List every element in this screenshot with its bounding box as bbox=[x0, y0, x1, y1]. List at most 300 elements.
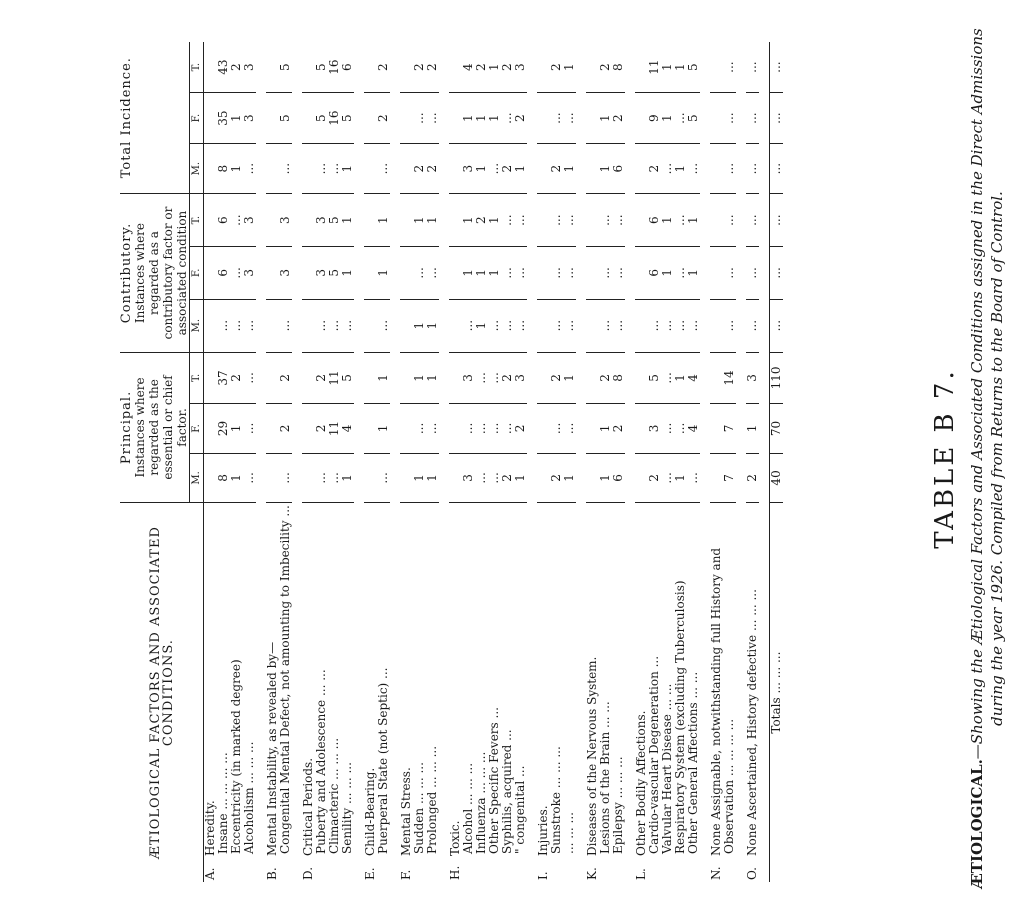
totals-row bbox=[770, 42, 784, 882]
value-cell: ... bbox=[723, 144, 736, 194]
row-label bbox=[612, 503, 625, 882]
label-text: Puberty and Adolescence ... ... bbox=[314, 669, 328, 854]
value-cell: 3 bbox=[315, 194, 328, 247]
value-cell: 2 bbox=[612, 93, 625, 144]
label-text: Senility ... ... ... bbox=[340, 762, 354, 854]
value-cell bbox=[204, 453, 218, 502]
value-cell: ... bbox=[550, 194, 563, 247]
row-label bbox=[687, 503, 700, 882]
label-text: None Assignable, notwithstanding full History and bbox=[709, 547, 723, 856]
table-row bbox=[612, 42, 625, 882]
value-cell: ... bbox=[426, 247, 439, 300]
value-cell: 4 bbox=[687, 352, 700, 404]
value-cell: 14 bbox=[723, 352, 736, 404]
label-text: Lesions of the Brain ... ... bbox=[598, 701, 612, 854]
value-cell: 8 bbox=[612, 352, 625, 404]
value-cell: 8 bbox=[612, 42, 625, 93]
label-text: Eccentricity (in marked degree) bbox=[229, 659, 243, 854]
value-cell: 1 bbox=[426, 352, 439, 404]
value-cell: ... bbox=[377, 453, 390, 502]
value-cell: ... bbox=[612, 194, 625, 247]
value-cell: ... bbox=[488, 299, 501, 352]
value-cell: ... bbox=[746, 93, 759, 144]
label-text: Other General Affections ... ... bbox=[686, 671, 700, 854]
table-row bbox=[341, 42, 354, 882]
value-cell: ... bbox=[413, 93, 426, 144]
value-cell: 1 bbox=[230, 144, 243, 194]
value-cell: ... bbox=[315, 144, 328, 194]
value-cell: 35 bbox=[217, 93, 230, 144]
label-text: " congenital ... bbox=[513, 765, 527, 854]
value-cell: 2 bbox=[599, 352, 612, 404]
value-cell: 1 bbox=[599, 144, 612, 194]
spacer-row bbox=[390, 42, 400, 882]
value-cell: 2 bbox=[279, 352, 292, 404]
section-letter: I. bbox=[536, 871, 550, 880]
table-row bbox=[746, 42, 759, 882]
value-cell: ... bbox=[230, 247, 243, 300]
row-label bbox=[770, 503, 784, 882]
value-cell: 1 bbox=[475, 299, 488, 352]
value-cell: ... bbox=[475, 404, 488, 453]
value-cell: 4 bbox=[462, 42, 475, 93]
value-cell: 3 bbox=[462, 352, 475, 404]
value-cell: 2 bbox=[514, 93, 527, 144]
value-cell: 1 bbox=[661, 42, 674, 93]
aetiological-table bbox=[120, 42, 783, 882]
value-cell: ... bbox=[612, 299, 625, 352]
row-label bbox=[563, 503, 576, 882]
section-letter: K. bbox=[585, 867, 599, 880]
value-cell: ... bbox=[723, 194, 736, 247]
value-cell: ... bbox=[243, 299, 256, 352]
value-cell: ... bbox=[746, 42, 759, 93]
value-cell: 2 bbox=[746, 453, 759, 502]
value-cell: 2 bbox=[475, 42, 488, 93]
table-body bbox=[204, 42, 784, 882]
value-cell: 1 bbox=[475, 247, 488, 300]
value-cell: 1 bbox=[563, 144, 576, 194]
value-cell: 40 bbox=[770, 453, 784, 502]
value-cell: 1 bbox=[599, 93, 612, 144]
value-cell: ... bbox=[413, 404, 426, 453]
value-cell: 11 bbox=[648, 42, 661, 93]
value-cell: ... bbox=[746, 194, 759, 247]
value-cell: ... bbox=[243, 404, 256, 453]
value-cell: 37 bbox=[217, 352, 230, 404]
value-cell: 1 bbox=[687, 247, 700, 300]
value-cell: 6 bbox=[341, 42, 354, 93]
value-cell: 2 bbox=[315, 352, 328, 404]
value-cell: ... bbox=[723, 93, 736, 144]
value-cell: 5 bbox=[687, 42, 700, 93]
value-cell: 2 bbox=[550, 42, 563, 93]
label-text: Valvular Heart Disease ... ... bbox=[660, 683, 674, 854]
value-cell: ... bbox=[661, 352, 674, 404]
value-cell: ... bbox=[674, 247, 687, 300]
value-cell: 1 bbox=[341, 453, 354, 502]
row-label bbox=[243, 503, 256, 882]
contributory-header bbox=[120, 194, 190, 352]
value-cell: 1 bbox=[426, 194, 439, 247]
table-row bbox=[687, 42, 700, 882]
value-cell: ... bbox=[426, 404, 439, 453]
value-cell: 2 bbox=[550, 352, 563, 404]
value-cell: 3 bbox=[279, 247, 292, 300]
value-cell: 2 bbox=[501, 42, 514, 93]
value-cell: 6 bbox=[648, 247, 661, 300]
table-subtitle-2: during the year 1926. Compiled from Returns to the Board of Control. bbox=[988, 191, 1006, 726]
value-cell: ... bbox=[550, 247, 563, 300]
total-m: M. bbox=[190, 144, 204, 194]
value-cell: 1 bbox=[230, 93, 243, 144]
value-cell: 2 bbox=[377, 93, 390, 144]
table-row bbox=[723, 42, 736, 882]
value-cell: ... bbox=[315, 453, 328, 502]
principal-m: M. bbox=[190, 453, 204, 502]
value-cell: 1 bbox=[674, 453, 687, 502]
value-cell: ... bbox=[488, 352, 501, 404]
value-cell: 9 bbox=[648, 93, 661, 144]
value-cell: ... bbox=[279, 453, 292, 502]
value-cell: 2 bbox=[501, 453, 514, 502]
row-label bbox=[377, 503, 390, 882]
value-cell: 16 bbox=[328, 42, 341, 93]
value-cell: 2 bbox=[501, 352, 514, 404]
value-cell: 1 bbox=[341, 144, 354, 194]
spacer-cell bbox=[439, 42, 449, 882]
value-cell: ... bbox=[770, 93, 784, 144]
value-cell: 5 bbox=[328, 247, 341, 300]
table-title: TABLE B 7. bbox=[930, 368, 960, 549]
value-cell: 2 bbox=[230, 42, 243, 93]
value-cell: ... bbox=[746, 299, 759, 352]
value-cell: ... bbox=[599, 299, 612, 352]
value-cell: 2 bbox=[426, 42, 439, 93]
label-text: Sudden ... ... ... bbox=[412, 762, 426, 854]
value-cell: ... bbox=[687, 453, 700, 502]
value-cell: ... bbox=[501, 194, 514, 247]
value-cell: 5 bbox=[341, 352, 354, 404]
value-cell: ... bbox=[514, 247, 527, 300]
value-cell: 1 bbox=[661, 194, 674, 247]
label-text: Mental Stress. bbox=[399, 767, 413, 856]
value-cell: ... bbox=[661, 453, 674, 502]
value-cell: 1 bbox=[462, 194, 475, 247]
row-label bbox=[204, 503, 218, 882]
value-cell: 1 bbox=[514, 453, 527, 502]
value-cell: ... bbox=[661, 404, 674, 453]
spacer-cell bbox=[354, 42, 364, 882]
value-cell: 4 bbox=[341, 404, 354, 453]
value-cell: ... bbox=[243, 352, 256, 404]
contributory-t: T. bbox=[190, 194, 204, 247]
label-text: Climacteric ... ... ... bbox=[327, 737, 341, 854]
label-text: Heredity. bbox=[203, 800, 217, 856]
table-row bbox=[514, 42, 527, 882]
value-cell: ... bbox=[723, 247, 736, 300]
contributory-f: F. bbox=[190, 247, 204, 300]
value-cell: ... bbox=[501, 93, 514, 144]
value-cell: 3 bbox=[279, 194, 292, 247]
value-cell: ... bbox=[563, 93, 576, 144]
value-cell: 6 bbox=[612, 144, 625, 194]
value-cell: 1 bbox=[674, 42, 687, 93]
value-cell: 3 bbox=[648, 404, 661, 453]
section-letter: A. bbox=[203, 867, 217, 880]
value-cell: 11 bbox=[328, 404, 341, 453]
label-text: None Ascertained, History defective ... ... ... bbox=[745, 589, 759, 856]
spacer-row bbox=[527, 42, 537, 882]
row-label bbox=[279, 503, 292, 882]
value-cell: ... bbox=[328, 144, 341, 194]
value-cell: 2 bbox=[230, 352, 243, 404]
section-letter: D. bbox=[301, 866, 315, 880]
label-text: Toxic. bbox=[448, 820, 462, 856]
subtitle-lead: ÆTIOLOGICAL. bbox=[968, 759, 986, 889]
value-cell: ... bbox=[770, 42, 784, 93]
value-cell: 1 bbox=[462, 247, 475, 300]
value-cell: 6 bbox=[217, 247, 230, 300]
spacer-row bbox=[354, 42, 364, 882]
value-cell: 2 bbox=[599, 42, 612, 93]
value-cell bbox=[204, 352, 218, 404]
section-letter: H. bbox=[448, 865, 462, 880]
spacer-cell bbox=[759, 42, 770, 882]
value-cell: 1 bbox=[413, 194, 426, 247]
value-cell: 2 bbox=[413, 42, 426, 93]
value-cell: 1 bbox=[377, 352, 390, 404]
value-cell: ... bbox=[723, 299, 736, 352]
value-cell: 1 bbox=[661, 93, 674, 144]
value-cell: 2 bbox=[550, 453, 563, 502]
value-cell: 2 bbox=[501, 144, 514, 194]
value-cell: 1 bbox=[426, 299, 439, 352]
value-cell: ... bbox=[746, 247, 759, 300]
value-cell: 1 bbox=[426, 453, 439, 502]
value-cell: 1 bbox=[563, 453, 576, 502]
label-text: Insane ... ... ... ... bbox=[216, 752, 230, 854]
value-cell: 16 bbox=[328, 93, 341, 144]
value-cell: ... bbox=[328, 299, 341, 352]
label-text: Influenza ... ... ... bbox=[474, 751, 488, 854]
value-cell: ... bbox=[550, 404, 563, 453]
value-cell: ... bbox=[563, 247, 576, 300]
row-label bbox=[341, 503, 354, 882]
value-cell: 1 bbox=[377, 247, 390, 300]
value-cell: ... bbox=[514, 299, 527, 352]
value-cell: 2 bbox=[514, 404, 527, 453]
total-header bbox=[120, 42, 190, 194]
value-cell: 1 bbox=[462, 93, 475, 144]
value-cell bbox=[204, 194, 218, 247]
value-cell: 2 bbox=[648, 453, 661, 502]
value-cell: 1 bbox=[341, 247, 354, 300]
value-cell: 7 bbox=[723, 453, 736, 502]
value-cell: 1 bbox=[746, 404, 759, 453]
value-cell bbox=[204, 42, 218, 93]
value-cell bbox=[204, 299, 218, 352]
value-cell: ... bbox=[501, 299, 514, 352]
value-cell: 3 bbox=[514, 352, 527, 404]
value-cell: ... bbox=[723, 42, 736, 93]
value-cell: 1 bbox=[475, 93, 488, 144]
label-text: Other Bodily Affections. bbox=[634, 710, 648, 856]
value-cell: 5 bbox=[648, 352, 661, 404]
value-cell: 2 bbox=[550, 144, 563, 194]
label-text: Respiratory System (excluding Tuberculosis) bbox=[673, 580, 687, 854]
value-cell: 1 bbox=[413, 352, 426, 404]
value-cell: ... bbox=[475, 352, 488, 404]
value-cell: ... bbox=[770, 299, 784, 352]
value-cell: 11 bbox=[328, 352, 341, 404]
value-cell: ... bbox=[661, 144, 674, 194]
value-cell: 1 bbox=[599, 404, 612, 453]
value-cell: 6 bbox=[217, 194, 230, 247]
value-cell: ... bbox=[475, 453, 488, 502]
value-cell: ... bbox=[462, 404, 475, 453]
value-cell: 1 bbox=[488, 93, 501, 144]
value-cell: 6 bbox=[612, 453, 625, 502]
table-subtitle bbox=[968, 0, 986, 917]
value-cell: 1 bbox=[599, 453, 612, 502]
value-cell: 29 bbox=[217, 404, 230, 453]
value-cell: 1 bbox=[687, 194, 700, 247]
label-text: Epilepsy ... ... ... bbox=[611, 756, 625, 854]
spacer-cell bbox=[292, 42, 302, 882]
factors-header: ÆTIOLOGICAL FACTORS AND ASSOCIATED CONDITIONS. bbox=[120, 503, 204, 882]
value-cell: 4 bbox=[687, 404, 700, 453]
value-cell: 5 bbox=[279, 93, 292, 144]
value-cell: ... bbox=[648, 299, 661, 352]
section-letter: F. bbox=[399, 869, 413, 880]
subtitle-line-1: —Showing the Ætiological Factors and Associated Conditions assigned in the Direct Admissions bbox=[968, 28, 986, 760]
value-cell bbox=[204, 93, 218, 144]
value-cell: 2 bbox=[377, 42, 390, 93]
value-cell: ... bbox=[279, 299, 292, 352]
value-cell: ... bbox=[550, 93, 563, 144]
section-row bbox=[204, 42, 218, 882]
value-cell: 3 bbox=[243, 42, 256, 93]
value-cell: 7 bbox=[723, 404, 736, 453]
value-cell: 1 bbox=[488, 42, 501, 93]
value-cell: ... bbox=[243, 144, 256, 194]
value-cell: 1 bbox=[674, 352, 687, 404]
value-cell: ... bbox=[550, 299, 563, 352]
label-text: Cardio-vascular Degeneration ... bbox=[647, 655, 661, 854]
principal-title: Principal. bbox=[119, 390, 134, 465]
value-cell: 1 bbox=[230, 404, 243, 453]
label-text: Totals ... ... ... bbox=[769, 651, 783, 734]
value-cell: ... bbox=[563, 404, 576, 453]
label-text: Injuries. bbox=[536, 805, 550, 856]
value-cell: 43 bbox=[217, 42, 230, 93]
value-cell: 5 bbox=[315, 93, 328, 144]
row-label bbox=[426, 503, 439, 882]
value-cell: 1 bbox=[563, 352, 576, 404]
label-text: Sunstroke ... ... ... bbox=[549, 746, 563, 854]
label-text: Child-Bearing. bbox=[363, 767, 377, 856]
value-cell: ... bbox=[674, 194, 687, 247]
value-cell: 110 bbox=[770, 352, 784, 404]
label-text: Critical Periods. bbox=[301, 757, 315, 856]
value-cell: ... bbox=[687, 299, 700, 352]
value-cell: ... bbox=[328, 453, 341, 502]
value-cell: 5 bbox=[687, 93, 700, 144]
spacer-row bbox=[759, 42, 770, 882]
value-cell: 3 bbox=[243, 247, 256, 300]
value-cell bbox=[204, 144, 218, 194]
spacer-cell bbox=[527, 42, 537, 882]
total-f: F. bbox=[190, 93, 204, 144]
label-text: Diseases of the Nervous System. bbox=[585, 656, 599, 856]
value-cell: ... bbox=[674, 93, 687, 144]
principal-t: T. bbox=[190, 352, 204, 404]
value-cell: ... bbox=[770, 194, 784, 247]
value-cell: 1 bbox=[341, 194, 354, 247]
contributory-title: Contributory. bbox=[119, 222, 134, 324]
value-cell: 1 bbox=[488, 194, 501, 247]
value-cell: 1 bbox=[475, 144, 488, 194]
value-cell: ... bbox=[514, 194, 527, 247]
value-cell: ... bbox=[674, 404, 687, 453]
value-cell: ... bbox=[462, 299, 475, 352]
value-cell: 3 bbox=[315, 247, 328, 300]
value-cell: ... bbox=[599, 194, 612, 247]
value-cell: ... bbox=[770, 144, 784, 194]
value-cell: 2 bbox=[648, 144, 661, 194]
section-letter: E. bbox=[363, 867, 377, 880]
value-cell: 2 bbox=[315, 404, 328, 453]
row-label bbox=[723, 503, 736, 882]
total-t: T. bbox=[190, 42, 204, 93]
label-text: Puerperal State (not Septic) ... bbox=[376, 667, 390, 854]
value-cell: 1 bbox=[230, 453, 243, 502]
label-text: ... ... ... bbox=[562, 812, 576, 854]
value-cell bbox=[204, 247, 218, 300]
label-text: Alcohol ... ... ... bbox=[461, 762, 475, 854]
value-cell: ... bbox=[279, 144, 292, 194]
value-cell: ... bbox=[488, 453, 501, 502]
value-cell: ... bbox=[746, 144, 759, 194]
principal-header bbox=[120, 352, 190, 502]
label-text: Mental Instability, as revealed by— bbox=[265, 641, 279, 856]
value-cell: 1 bbox=[377, 194, 390, 247]
contributory-m: M. bbox=[190, 299, 204, 352]
label-text: Prolonged ... ... ... bbox=[425, 745, 439, 854]
section-letter: B. bbox=[265, 867, 279, 880]
value-cell: ... bbox=[217, 299, 230, 352]
table-row bbox=[243, 42, 256, 882]
table-row bbox=[377, 42, 390, 882]
value-cell: ... bbox=[488, 144, 501, 194]
value-cell: ... bbox=[674, 299, 687, 352]
total-title: Total Incidence. bbox=[119, 57, 134, 179]
value-cell: ... bbox=[661, 299, 674, 352]
value-cell: ... bbox=[612, 247, 625, 300]
value-cell: 1 bbox=[514, 144, 527, 194]
value-cell: ... bbox=[501, 404, 514, 453]
value-cell: ... bbox=[413, 247, 426, 300]
label-text: Syphilis, acquired ... bbox=[500, 729, 514, 854]
spacer-row bbox=[439, 42, 449, 882]
value-cell: 5 bbox=[315, 42, 328, 93]
label-text: Alcoholism ... ... ... bbox=[242, 741, 256, 854]
value-cell: 2 bbox=[426, 144, 439, 194]
contributory-desc: Instances where regarded as a contributory factor or associated condition bbox=[133, 206, 189, 340]
row-label bbox=[514, 503, 527, 882]
value-cell: ... bbox=[687, 144, 700, 194]
